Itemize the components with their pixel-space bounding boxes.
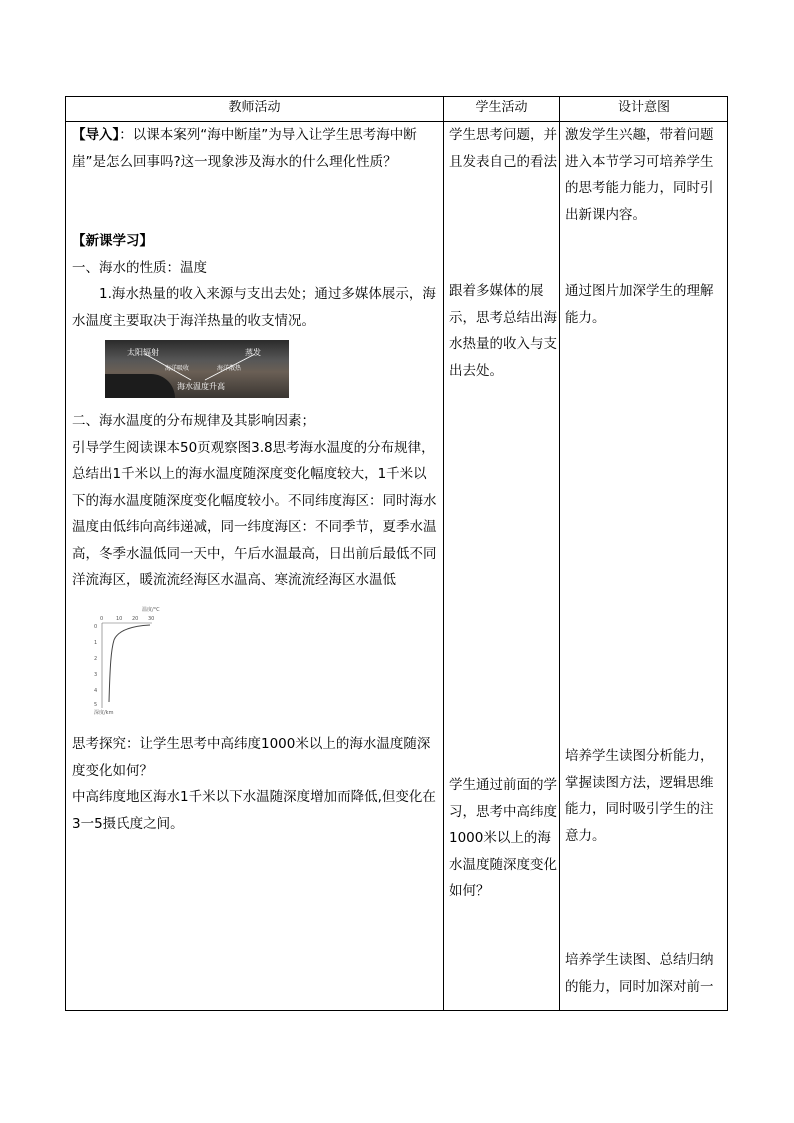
- label-absorb: 海洋吸收: [165, 365, 190, 372]
- new-lesson-heading: 【新课学习】: [72, 233, 153, 249]
- lesson-table: [65, 96, 728, 1011]
- y-tick: 0: [94, 623, 98, 630]
- x-tick: 20: [132, 615, 139, 622]
- y-tick: 2: [94, 655, 98, 662]
- design-d3: 培养学生读图分析能力，掌握读图方法，逻辑思维能力，同时吸引学生的注意力。: [565, 748, 714, 844]
- x-tick: 10: [116, 615, 123, 622]
- design-d4: 培养学生读图、总结归纳的能力，同时加深对前一: [565, 952, 714, 995]
- label-rise: 海水温度升高: [177, 382, 225, 391]
- design-d2: 通过图片加深学生的理解能力。: [565, 283, 714, 326]
- header-student: 学生活动: [475, 100, 528, 115]
- think-text: 思考探究：让学生思考中高纬度1000米以上的海水温度随深度变化如何？: [72, 736, 431, 779]
- y-tick: 3: [94, 671, 98, 678]
- intro-text: ：以课本案列“海中断崖”为导入让学生思考海中断崖”是怎么回事吗?这一现象涉及海水的什么理化性质？: [72, 127, 417, 170]
- column-divider: [559, 97, 560, 1010]
- x-tick: 30: [148, 615, 155, 622]
- label-release: 海洋散热: [217, 365, 242, 372]
- label-solar: 太阳辐射: [127, 348, 159, 357]
- point1-text: 1.海水热量的收入来源与支出去处；通过多媒体展示，海水温度主要取决于海洋热量的收支情况。: [72, 286, 436, 329]
- design-d1: 激发学生兴趣，带着问题进入本节学习可培养学生的思考能力能力，同时引出新课内容。: [565, 127, 714, 223]
- section2-heading: 二、海水温度的分布规律及其影响因素；: [72, 413, 315, 429]
- y-label: 深度/km: [94, 709, 114, 716]
- answer-text: 中高纬度地区海水1千米以下水温随深度增加而降低,但变化在3一5摄氏度之间。: [72, 789, 436, 832]
- intro-label: 【导入】: [72, 127, 120, 143]
- y-tick: 4: [94, 687, 98, 694]
- student-s3: 学生通过前面的学习，思考中高纬度1000米以上的海水温度随深度变化如何？: [449, 777, 557, 899]
- header-design: 设计意图: [617, 100, 670, 115]
- section1-heading: 一、海水的性质：温度: [72, 259, 207, 276]
- column-divider: [443, 97, 444, 1010]
- student-s2: 跟着多媒体的展示，思考总结出海水热量的收入与支出去处。: [449, 283, 557, 379]
- heat-balance-photo: [105, 340, 289, 398]
- temperature-depth-chart: [92, 606, 172, 716]
- label-evap: 蒸发: [245, 348, 261, 357]
- intro-paragraph: [72, 122, 440, 175]
- student-s1: 学生思考问题，并且发表自己的看法: [449, 127, 557, 170]
- teacher-column: [72, 122, 440, 837]
- temperature-curve: [109, 625, 150, 702]
- x-tick: 0: [100, 615, 104, 622]
- y-tick: 5: [94, 701, 98, 708]
- y-tick: 1: [94, 639, 98, 646]
- section2-text: 引导学生阅读课本50页观察图3.8思考海水温度的分布规律，总结出1千米以上的海水温度随深度变化幅度较大，1千米以下的海水温度随深度变化幅度较小。不同纬度海区：同时海水温度由低纬向高纬递减，同一纬度海区：不同季节，夏季水温高，冬季水温低同一天中，午后水温最高，日出前后最低不同洋流海区，暖流流经海区水温高、寒流流经海区水温低: [72, 439, 437, 588]
- chart-title: 温度/°C: [142, 606, 160, 613]
- header-teacher: 教师活动: [228, 100, 281, 115]
